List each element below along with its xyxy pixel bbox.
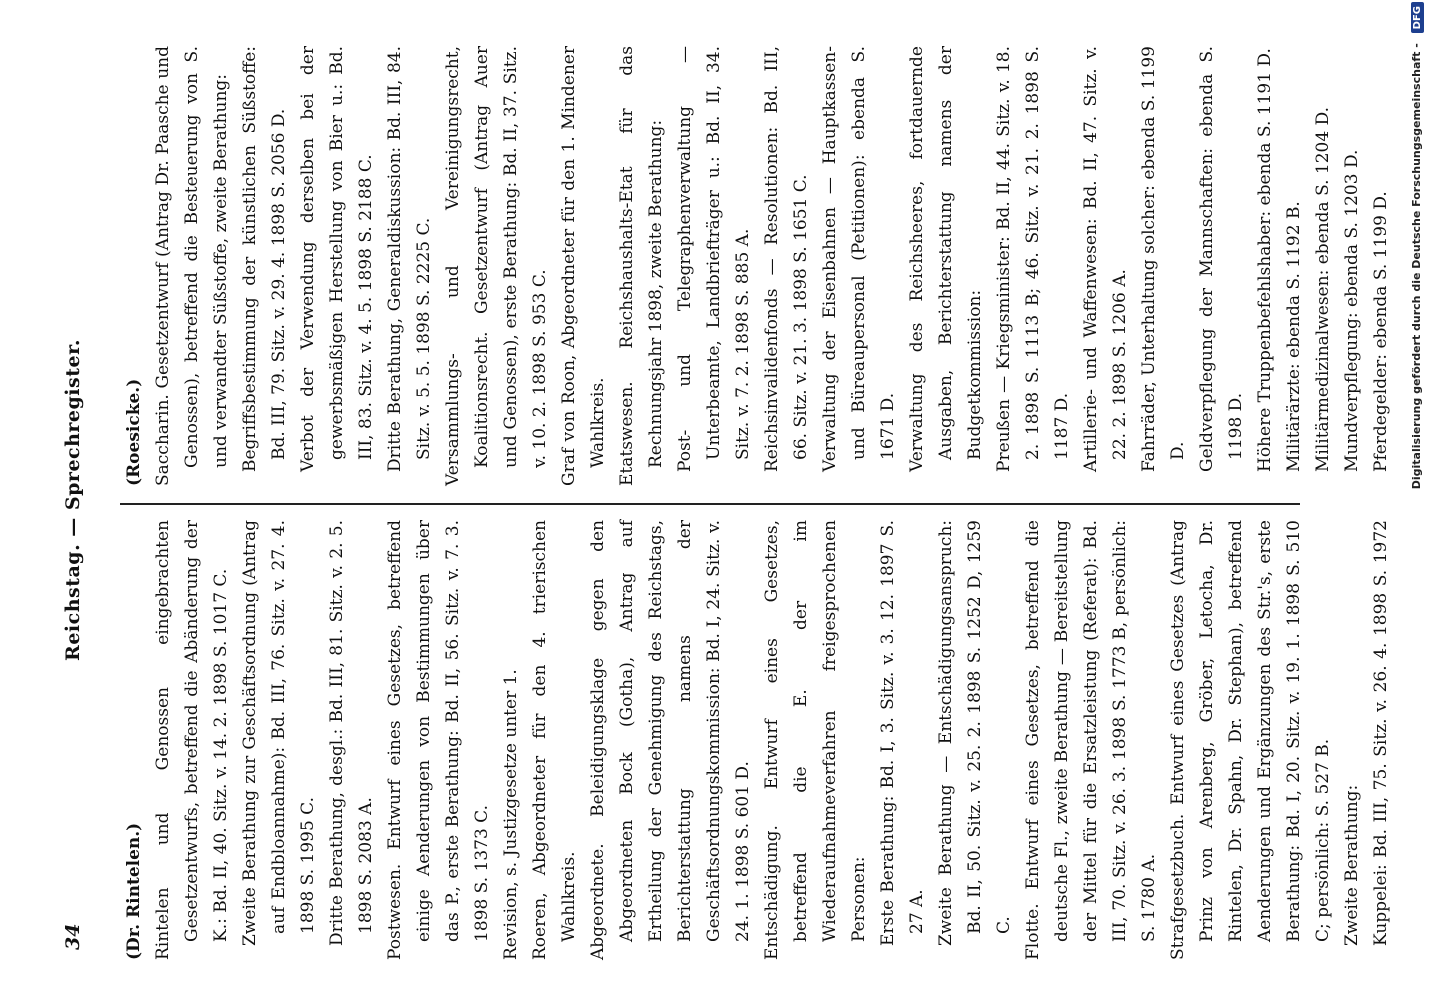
text-columns bbox=[120, 40, 1391, 960]
index-entry: Abgeordnete. Beleidigungsklage gegen den Abgeordneten Bock (Gotha), Antrag auf Ertheilung der Genehmigung des Reichstags, Berichterstattung namens der Geschäftsordnungskommission: Bd. I, 24. Sitz. v. 24. 1. 1898 S. 601 D. bbox=[588, 520, 753, 960]
index-entry: Roeren, Abgeordneter für den 4. trierischen Wahlkreis. bbox=[530, 520, 579, 960]
column-divider bbox=[120, 503, 1300, 505]
credit-line bbox=[1410, 2, 1424, 982]
credit-text: Digitalisierung gefördert durch die Deutsche Forschungsgemeinschaft - bbox=[1410, 43, 1423, 490]
index-entry: Flotte. Entwurf eines Gesetzes, betreffend die deutsche Fl., zweite Berathung — Bereitstellung der Mittel für die Ersatzleistung (Referat): Bd. III, 70. Sitz. v. 26. 3. 1898 S. 1773 B, persönlich: S. 1780 A. bbox=[1023, 520, 1159, 960]
index-entry: Versammlungs- und Vereinigungsrecht, Koalitionsrecht. Gesetzentwurf (Antrag Auer und Genossen), erste Berathung: Bd. II, 37. Sitz. v. 10. 2. 1898 S. 953 C. bbox=[443, 46, 550, 486]
left-column bbox=[120, 520, 1391, 960]
index-entry: Pferdegelder: ebenda S. 1199 D. bbox=[1371, 191, 1391, 472]
index-entry: Post- und Telegraphenverwaltung — Unterbeamte, Landbriefträger u.: Bd. II, 34. Sitz. v. 7. 2. 1898 S. 885 A. bbox=[675, 46, 753, 472]
index-entry: Postwesen. Entwurf eines Gesetzes, betreffend einige Aenderungen von Bestimmungen über das P., erste Berathung: Bd. II, 56. Sitz. v. 7. 3. 1898 S. 1373 C. bbox=[385, 520, 492, 960]
index-entry: Rintelen und Genossen eingebrachten Gesetzentwurfs, betreffend die Abänderung der K.: Bd. II, 40. Sitz. v. 14. 2. 1898 S. 1017 C. bbox=[153, 520, 231, 960]
index-entry: Militärmedizinalwesen: ebenda S. 1204 D. bbox=[1313, 106, 1333, 472]
index-entry: Preußen — Kriegsminister: Bd. II, 44. Sitz. v. 18. 2. 1898 S. 1113 B; 46. Sitz. v. 21. 2. 1898 S. 1187 D. bbox=[994, 46, 1072, 472]
page-content bbox=[40, 20, 1400, 980]
index-entry: Mundverpflegung: ebenda S. 1203 D. bbox=[1342, 149, 1362, 472]
index-entry: Militärärzte: ebenda S. 1192 B. bbox=[1284, 201, 1304, 472]
index-entry: Etatswesen. Reichshaushalts-Etat für das Rechnungsjahr 1898, zweite Berathung: bbox=[617, 46, 666, 486]
index-entry: Dritte Berathung, Generaldiskussion: Bd. III, 84. Sitz. v. 5. 5. 1898 S. 2225 C. bbox=[385, 46, 434, 472]
index-entry: Begriffsbestimmung der künstlichen Süßstoffe: Bd. III, 79. Sitz. v. 29. 4. 1898 S. 2056 D. bbox=[240, 46, 289, 472]
index-entry: Höhere Truppenbefehlshaber: ebenda S. 1191 D. bbox=[1255, 48, 1275, 472]
index-entry: Verbot der Verwendung derselben bei der gewerbsmäßigen Herstellung von Bier u.: Bd. III, 83. Sitz. v. 4. 5. 1898 S. 2188 C. bbox=[298, 46, 376, 472]
index-entry: Entschädigung. Entwurf eines Gesetzes, betreffend die E. der im Wiederaufnahmeverfahren freigesprochenen Personen: bbox=[762, 520, 869, 960]
right-column bbox=[120, 46, 1391, 486]
index-entry: Revision, s. Justizgesetze unter 1. bbox=[501, 669, 521, 960]
index-entry: Dritte Berathung, desgl.: Bd. III, 81. Sitz. v. 2. 5. 1898 S. 2083 A. bbox=[327, 520, 376, 946]
dfg-logo: DFG bbox=[1411, 2, 1424, 33]
index-entry: Zweite Berathung zur Geschäftsordnung (Antrag auf Endbloannahme): Bd. III, 76. Sitz. v. 27. 4. 1898 S. 1995 C. bbox=[240, 520, 318, 946]
index-entry: Kuppelei: Bd. III, 75. Sitz. v. 26. 4. 1898 S. 1972 bbox=[1371, 520, 1391, 946]
index-entry: Fahrräder, Unterhaltung solcher: ebenda S. 1199 D. bbox=[1139, 46, 1188, 472]
index-entry: Verwaltung der Eisenbahnen — Hauptkassen- und Büreaupersonal (Petitionen): ebenda S. 1671 D. bbox=[820, 46, 898, 472]
index-entry: Erste Berathung: Bd. I, 3. Sitz. v. 3. 12. 1897 S. 27 A. bbox=[878, 520, 927, 946]
digitization-sidebar bbox=[1400, 0, 1434, 1000]
rotated-page-area bbox=[40, 20, 1400, 980]
left-continuation: (Dr. Rintelen.) bbox=[124, 822, 144, 960]
index-entry: Saccharin. Gesetzentwurf (Antrag Dr. Paasche und Genossen), betreffend die Besteuerung von S. und verwandter Süßstoffe, zweite Berathung: bbox=[153, 46, 231, 486]
page-header bbox=[40, 20, 110, 980]
running-title: Reichstag. — Sprechregister. bbox=[62, 339, 84, 661]
index-entry: Zweite Berathung: bbox=[1342, 784, 1362, 946]
index-entry: Zweite Berathung — Entschädigungsanspruch: Bd. II, 50. Sitz. v. 25. 2. 1898 S. 1252 D, 1259 C. bbox=[936, 520, 1014, 946]
index-entry: Artillerie- und Waffenwesen: Bd. II, 47. Sitz. v. 22. 2. 1898 S. 1206 A. bbox=[1081, 46, 1130, 472]
index-entry: Graf von Roon, Abgeordneter für den 1. Mindener Wahlkreis. bbox=[559, 46, 608, 486]
index-entry: Reichsinvalidenfonds — Resolutionen: Bd. III, 66. Sitz. v. 21. 3. 1898 S. 1651 C. bbox=[762, 46, 811, 472]
index-entry: Strafgesetzbuch. Entwurf eines Gesetzes (Antrag Prinz von Arenberg, Gröber, Letocha, Dr. Rintelen, Dr. Spahn, Dr. Stephan), betreffend Aenderungen und Ergänzungen des Str.'s, erste Berathung: Bd. I, 20. Sitz. v. 19. 1. 1898 S. 510 C; persönlich: S. 527 B. bbox=[1168, 520, 1333, 960]
page-number: 34 bbox=[62, 923, 84, 950]
index-entry: Geldverpflegung der Mannschaften: ebenda S. 1198 D. bbox=[1197, 46, 1246, 472]
right-continuation: (Roesicke.) bbox=[124, 378, 144, 486]
index-entry: Verwaltung des Reichsheeres, fortdauernde Ausgaben, Berichterstattung namens der Budgetkommission: bbox=[907, 46, 985, 472]
